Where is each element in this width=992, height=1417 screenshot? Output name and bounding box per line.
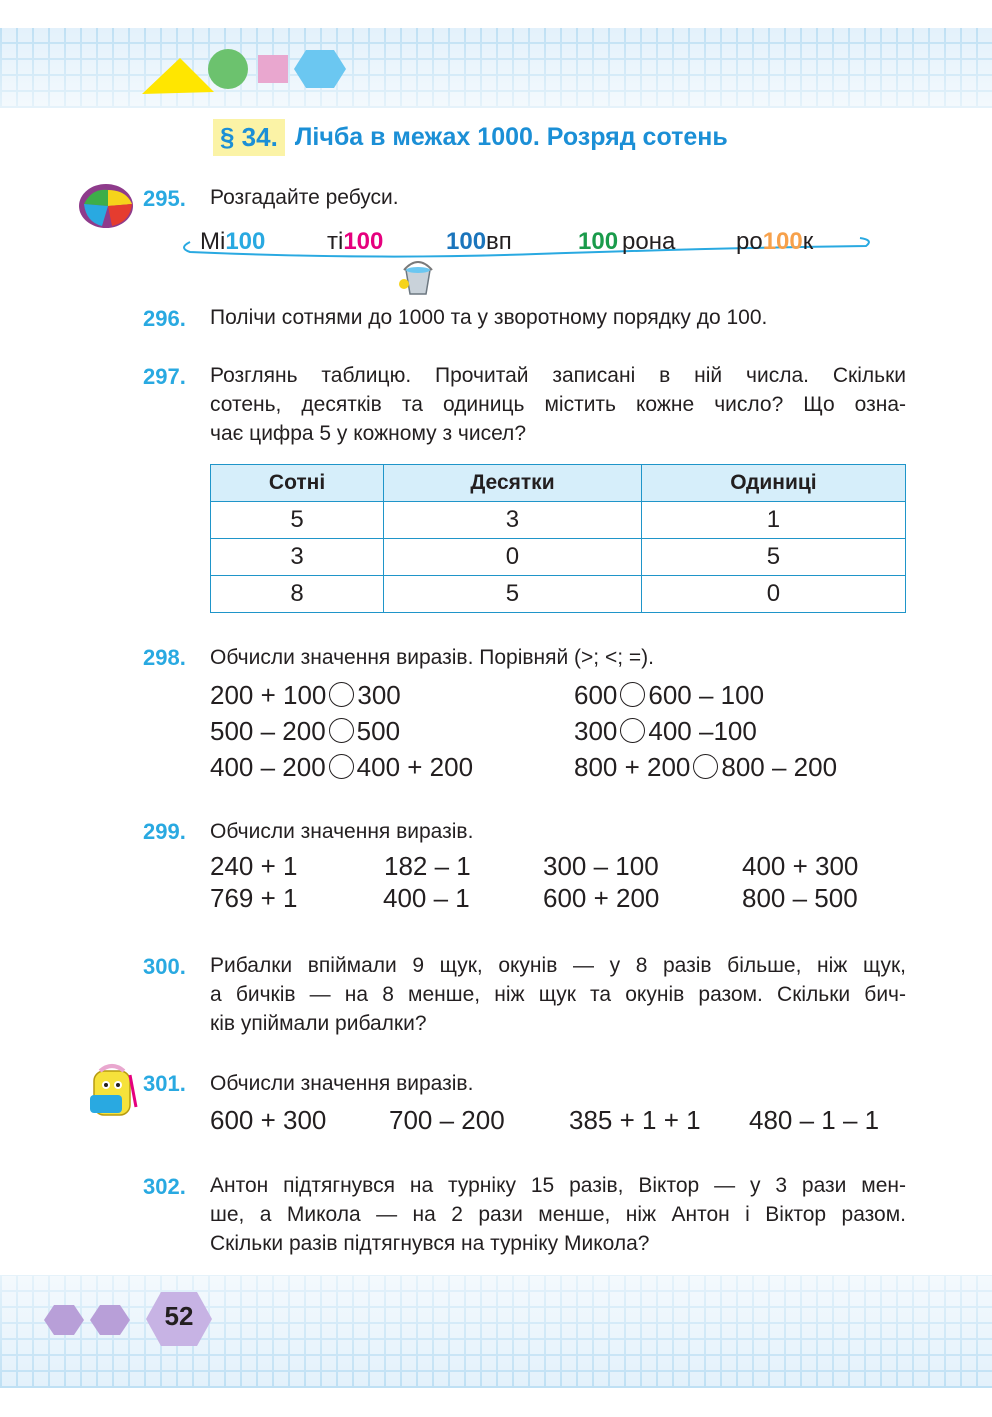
backpack-icon [84,1063,140,1119]
compare-expression: 800 + 200 800 – 200 [574,752,838,782]
compare-circle[interactable] [329,754,354,779]
expression: 400 + 300 [742,851,859,881]
compare-expression: 600 600 – 100 [574,680,765,710]
task-301-text: Обчисли значення виразів. [210,1072,474,1095]
bucket-icon [396,254,444,298]
hexagon-decoration-icon [44,1302,140,1338]
expression: 300 – 100 [543,851,659,881]
table-cell: 1 [641,502,905,539]
table-header: Сотні [211,465,384,502]
digits-table [210,464,906,613]
compare-expression: 400 – 200 400 + 200 [210,752,474,782]
rebus-5: ро100к [736,228,814,255]
compare-expression: 200 + 100 300 [210,680,401,710]
table-header: Одиниці [641,465,905,502]
task-296-number: 296. [143,306,186,331]
task-297-text: Розглянь таблицю. Прочитай записані в ній числа. Скільки сотень, десятків та одиниць містить кожне число? Що озна- чає цифра 5 у кожному з чисел? [210,364,906,445]
expression: 385 + 1 + 1 [569,1105,701,1135]
table-cell: 3 [384,502,642,539]
table-cell: 3 [211,539,384,576]
table-header: Десятки [384,465,642,502]
expression: 600 + 200 [543,883,660,913]
task-295-number: 295. [143,186,186,211]
rebus-3: 100вп [446,228,512,255]
expression: 480 – 1 – 1 [749,1105,880,1135]
task-302-text: Антон підтягнувся на турніку 15 разів, Віктор — у 3 рази мен- ше, а Микола — на 2 рази менше, ніж Антон і Віктор разом. Скільки разів підтягнувся на турніку Микола? [210,1174,906,1255]
expression: 600 + 300 [210,1105,327,1135]
expression: 240 + 1 [210,851,298,881]
task-295-text: Розгадайте ребуси. [210,186,399,209]
table-cell: 0 [384,539,642,576]
section-symbol: § 34. [213,119,285,156]
compare-circle[interactable] [329,718,354,743]
table-row [211,502,906,539]
section-heading [213,117,728,157]
table-cell: 5 [211,502,384,539]
expression: 400 – 1 [383,883,470,913]
page-number: 52 [164,1301,194,1331]
rebus-1: Мі100 [200,228,266,255]
task-296-text: Полічи сотнями до 1000 та у зворотному порядку до 100. [210,306,768,329]
task-298-number: 298. [143,645,186,670]
expression: 769 + 1 [210,883,298,913]
compare-expression: 300 400 –100 [574,716,757,746]
expression: 182 – 1 [384,851,471,881]
task-301-number: 301. [143,1071,186,1096]
compare-circle[interactable] [620,682,645,707]
task-300-number: 300. [143,954,186,979]
compare-circle[interactable] [693,754,718,779]
task-299-number: 299. [143,819,186,844]
table-cell: 0 [641,576,905,613]
task-297-number: 297. [143,364,186,389]
table-cell: 5 [641,539,905,576]
table-header-row [211,465,906,502]
table-row [211,576,906,613]
task-300-text: Рибалки впіймали 9 щук, окунів — у 8 разів більше, ніж щук, а бичків — на 8 менше, ніж щук та окунів разом. Скільки бич- ків упіймали рибалки? [210,954,906,1035]
rebus-2: ті100 [327,228,384,255]
puzzle-pieces-icon [78,182,134,230]
compare-circle[interactable] [329,682,354,707]
colorful-shapes-icon [140,44,350,98]
task-299-text: Обчисли значення виразів. [210,820,474,843]
rebus-4: 100 рона [578,228,676,255]
table-cell: 5 [384,576,642,613]
task-298-text: Обчисли значення виразів. Порівняй (>; <; =). [210,646,655,669]
compare-circle[interactable] [620,718,645,743]
table-cell: 8 [211,576,384,613]
section-title: Лічба в межах 1000. Розряд сотень [294,122,728,151]
expression: 800 – 500 [742,883,858,913]
expression: 700 – 200 [389,1105,505,1135]
table-row [211,539,906,576]
task-302-number: 302. [143,1174,186,1199]
compare-expression: 500 – 200 500 [210,716,401,746]
